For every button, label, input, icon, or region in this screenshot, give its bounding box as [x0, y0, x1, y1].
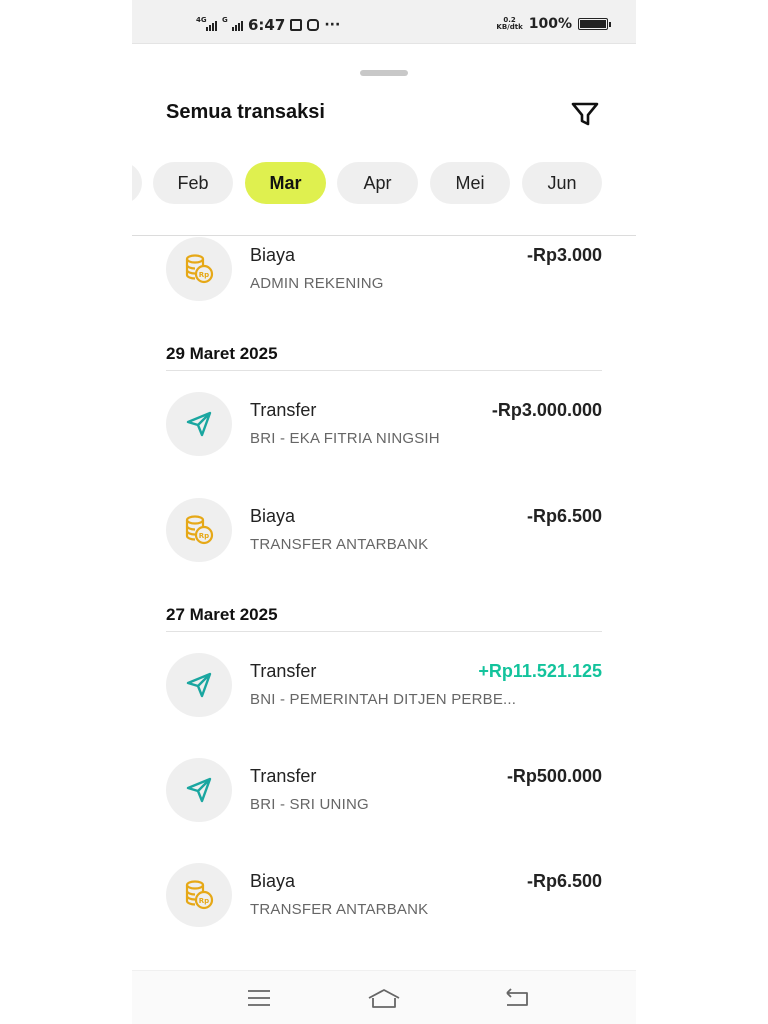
send-icon: [166, 758, 232, 822]
transaction-title: Biaya: [250, 506, 296, 526]
page-title: Semua transaksi: [166, 101, 325, 123]
month-pill-apr[interactable]: Apr: [337, 162, 418, 204]
transaction-subtitle: TRANSFER ANTARBANK: [250, 901, 429, 918]
coin-icon: [166, 237, 232, 301]
transaction-amount: +Rp11.521.125: [478, 661, 602, 681]
more-notifications-icon: ···: [324, 17, 341, 33]
phone-screen: [132, 0, 636, 1024]
transaction-amount: -Rp3.000.000: [491, 400, 602, 420]
instagram-icon: [307, 19, 319, 31]
transaction-subtitle: BNI - PEMERINTAH DITJEN PERBE...: [250, 691, 517, 708]
date-header: 27 Maret 2025: [166, 605, 278, 624]
clock: 6:47: [248, 16, 286, 34]
svg-text:Rp: Rp: [198, 271, 210, 279]
filter-icon[interactable]: [570, 100, 600, 128]
transaction-item[interactable]: [166, 758, 602, 838]
svg-text:Rp: Rp: [198, 897, 210, 905]
transaction-title: Biaya: [250, 245, 296, 265]
transaction-title: Biaya: [250, 871, 296, 891]
date-divider: [166, 631, 602, 632]
transaction-amount: -Rp6.500: [526, 506, 602, 526]
network-speed: 0.2 KB/dtk: [496, 16, 523, 31]
send-icon: [166, 653, 232, 717]
transaction-item[interactable]: [166, 237, 602, 317]
signal-icon: 4G: [196, 19, 217, 31]
transaction-item[interactable]: [166, 863, 602, 943]
signal-icon-2: G: [222, 19, 243, 31]
transaction-subtitle: BRI - SRI UNING: [250, 796, 369, 813]
transaction-amount: -Rp3.000: [526, 245, 602, 265]
transaction-item[interactable]: [166, 653, 602, 733]
menu-icon[interactable]: [242, 985, 276, 1011]
month-pill-mei[interactable]: Mei: [430, 162, 510, 204]
transaction-subtitle: ADMIN REKENING: [250, 275, 384, 292]
month-selector: [132, 162, 636, 204]
system-nav-bar: [132, 970, 636, 1024]
battery-icon: [578, 18, 608, 30]
back-icon[interactable]: [500, 985, 534, 1011]
transaction-item[interactable]: [166, 498, 602, 578]
send-icon: [166, 392, 232, 456]
coin-icon: [166, 498, 232, 562]
battery-percent: 100%: [528, 16, 572, 32]
home-icon[interactable]: [367, 985, 401, 1011]
month-pill-jan-partial[interactable]: [132, 162, 142, 204]
date-header: 29 Maret 2025: [166, 344, 278, 363]
facebook-icon: [290, 19, 302, 31]
transaction-list[interactable]: [132, 236, 636, 970]
transaction-amount: -Rp500.000: [506, 766, 602, 786]
coin-icon: [166, 863, 232, 927]
transaction-title: Transfer: [250, 400, 317, 420]
date-divider: [166, 370, 602, 371]
transaction-subtitle: TRANSFER ANTARBANK: [250, 536, 429, 553]
sheet-drag-handle[interactable]: [360, 70, 408, 76]
transaction-title: Transfer: [250, 661, 317, 681]
status-bar: [132, 0, 636, 44]
month-pill-feb[interactable]: Feb: [153, 162, 233, 204]
transaction-item[interactable]: [166, 392, 602, 472]
transaction-amount: -Rp6.500: [526, 871, 602, 891]
month-pill-jun[interactable]: Jun: [522, 162, 602, 204]
transaction-title: Transfer: [250, 766, 317, 786]
month-pill-mar[interactable]: Mar: [245, 162, 326, 204]
svg-text:Rp: Rp: [198, 532, 210, 540]
transaction-subtitle: BRI - EKA FITRIA NINGSIH: [250, 430, 440, 447]
